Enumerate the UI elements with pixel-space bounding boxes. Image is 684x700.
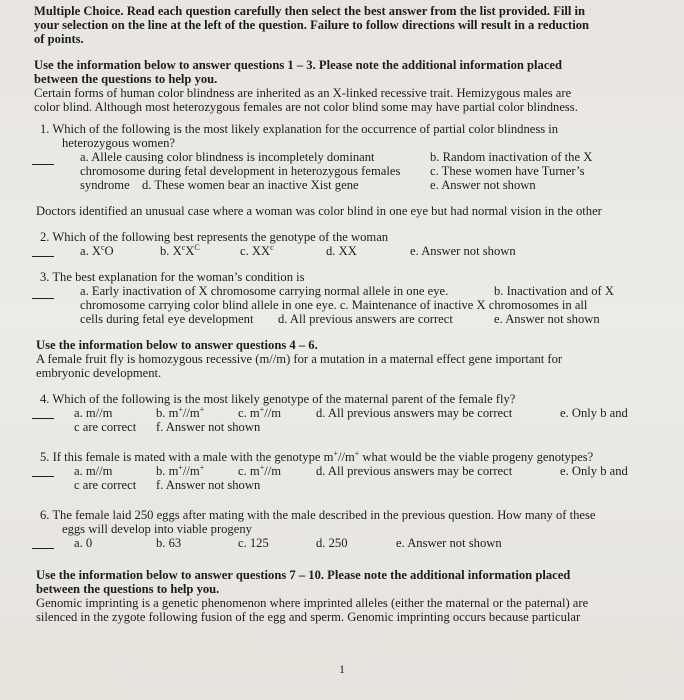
question-4-options-row-1 [40, 406, 656, 420]
question-4-options-row-2 [40, 420, 656, 434]
instructions-line-3: of points. [34, 32, 84, 46]
q6-option-e: e. Answer not shown [396, 536, 502, 550]
page-number: 1 [339, 662, 345, 676]
q6-option-a: a. 0 [74, 536, 93, 550]
q1-option-c: c. These women have Turner’s [430, 164, 585, 178]
question-3 [40, 270, 656, 326]
q2-option-d: d. XX [326, 244, 357, 258]
section-2-body-1: A female fruit fly is homozygous recessive (m//m) for a mutation in a maternal effect gene important for [36, 352, 563, 366]
question-6-text-1: 6. The female laid 250 eggs after mating with the male described in the previous question. How many of these [40, 508, 596, 522]
q3-option-e: e. Answer not shown [494, 312, 600, 326]
section-1 [34, 58, 656, 114]
question-1-options-row-1 [40, 150, 656, 164]
answer-blank-1[interactable] [32, 164, 54, 165]
answer-blank-6[interactable] [32, 548, 54, 549]
question-3-options-row-2 [40, 298, 656, 312]
section-2 [36, 338, 656, 380]
section-1-heading-2: between the questions to help you. [34, 72, 218, 86]
q1-option-c-cont: syndrome [80, 178, 130, 192]
question-5 [40, 450, 656, 492]
question-6-text-2: eggs will develop into viable progeny [62, 522, 252, 536]
section-3-heading-1: Use the information below to answer questions 7 – 10. Please note the additional information placed [36, 568, 571, 582]
q2-option-c: c. $XX^c$ [240, 242, 274, 258]
section-1-heading-1: Use the information below to answer questions 1 – 3. Please note the additional information placed [34, 58, 563, 72]
q4-option-d: d. All previous answers may be correct [316, 406, 513, 420]
q4-option-e-cont: c are correct [74, 420, 137, 434]
q5-option-c: c. m+//m [238, 462, 281, 478]
q6-option-c: c. 125 [238, 536, 269, 550]
question-1-options-row-2 [40, 164, 656, 178]
q1-option-d: d. These women bear an inactive Xist gene [142, 178, 359, 192]
q2-option-b: b. $X^cX^C$ [160, 242, 200, 258]
q2-option-a: a. $X^cO$ [80, 242, 114, 258]
q6-option-b: b. 63 [156, 536, 182, 550]
q4-option-a: a. m//m [74, 406, 113, 420]
q1-option-e: e. Answer not shown [430, 178, 536, 192]
q3-option-d: d. All previous answers are correct [278, 312, 453, 326]
q1-option-b-cont: chromosome during fetal development in heterozygous females [80, 164, 401, 178]
q4-option-b: b. m+//m+ [156, 404, 205, 420]
answer-blank-2[interactable] [32, 256, 54, 257]
section-3-body-2: silenced in the zygote following fusion of the egg and sperm. Genomic imprinting occurs because particular [36, 610, 581, 624]
q1-option-a: a. Allele causing color blindness is incompletely dominant [80, 150, 375, 164]
q4-option-c: c. m+//m [238, 404, 281, 420]
q5-option-a: a. m//m [74, 464, 113, 478]
answer-blank-5[interactable] [32, 476, 54, 477]
instructions-line-1: Multiple Choice. Read each question carefully then select the best answer from the list provided. Fill in [34, 4, 586, 18]
q2-option-e: e. Answer not shown [410, 244, 516, 258]
answer-blank-4[interactable] [32, 418, 54, 419]
q5-option-e: e. Only b and [560, 464, 628, 478]
question-4-text: 4. Which of the following is the most likely genotype of the maternal parent of the female fly? [40, 392, 516, 406]
q5-option-b: b. m+//m+ [156, 462, 205, 478]
q5-option-f: f. Answer not shown [156, 478, 261, 492]
instructions-line-2: your selection on the line at the left of the question. Failure to follow directions will result in a reduction [34, 18, 590, 32]
question-5-text: 5. If this female is mated with a male with the genotype m+//m+ what would be the viable progeny genotypes? [40, 448, 594, 464]
section-3 [36, 568, 656, 624]
q1-option-b: b. Random inactivation of the X [430, 150, 593, 164]
question-1-text-2: heterozygous women? [62, 136, 175, 150]
question-2 [40, 230, 656, 258]
q3-option-a: a. Early inactivation of X chromosome carrying normal allele in one eye. [80, 284, 449, 298]
q4-option-f: f. Answer not shown [156, 420, 261, 434]
question-2-text: 2. Which of the following best represents the genotype of the woman [40, 230, 389, 244]
q5-option-e-cont: c are correct [74, 478, 137, 492]
section-3-body-1: Genomic imprinting is a genetic phenomenon where imprinted alleles (either the maternal or the paternal) are [36, 596, 589, 610]
section-3-heading-2: between the questions to help you. [36, 582, 220, 596]
question-3-options-row-3 [40, 312, 656, 326]
doctors-note: Doctors identified an unusual case where a woman was color blind in one eye but had normal vision in the other [36, 204, 602, 218]
question-6 [40, 508, 656, 550]
q3-option-c-cont: cells during fetal eye development [80, 312, 254, 326]
section-2-heading: Use the information below to answer questions 4 – 6. [36, 338, 318, 352]
question-4 [40, 392, 656, 434]
section-1-body-1: Certain forms of human color blindness are inherited as an X-linked recessive trait. Hemizygous males are [34, 86, 572, 100]
question-2-options [40, 244, 656, 258]
instructions [34, 4, 656, 46]
question-3-options-row-1 [40, 284, 656, 298]
q3-option-c: chromosome carrying color blind allele in one eye. c. Maintenance of inactive X chromosomes in all [80, 298, 588, 312]
q6-option-d: d. 250 [316, 536, 348, 550]
question-1-text-1: 1. Which of the following is the most likely explanation for the occurrence of partial color blindness in [40, 122, 559, 136]
question-1-options-row-3 [40, 178, 656, 192]
question-1 [40, 122, 656, 192]
section-2-body-2: embryonic development. [36, 366, 162, 380]
q3-option-b: b. Inactivation and of X [494, 284, 614, 298]
answer-blank-3[interactable] [32, 298, 54, 299]
section-1-body-2: color blind. Although most heterozygous females are not color blind some may have partial color blindness. [34, 100, 578, 114]
question-5-options-row-1 [40, 464, 656, 478]
q5-option-d: d. All previous answers may be correct [316, 464, 513, 478]
q4-option-e: e. Only b and [560, 406, 628, 420]
question-6-options [40, 536, 656, 550]
question-3-text: 3. The best explanation for the woman’s condition is [40, 270, 305, 284]
question-5-options-row-2 [40, 478, 656, 492]
